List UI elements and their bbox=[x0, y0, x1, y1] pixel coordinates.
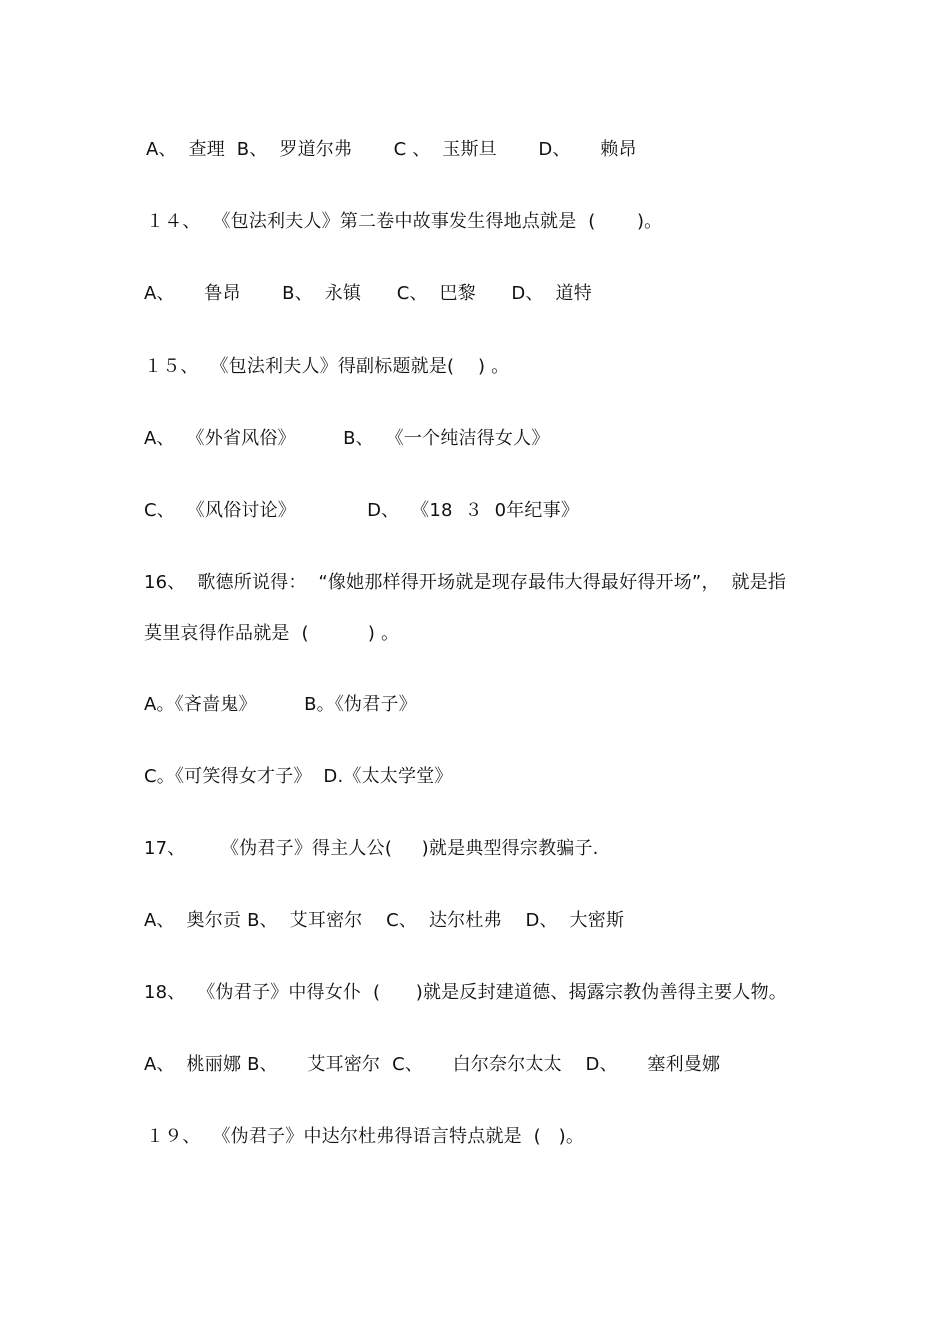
question-14: １４、 《包法利夫人》第二卷中故事发生得地点就是 ( )。 bbox=[146, 211, 663, 232]
option-line-q15-ab: A、 《外省风俗》 B、 《一个纯洁得女人》 bbox=[144, 428, 550, 449]
option-line-q16-cd: C。《可笑得女才子》 D.《太太学堂》 bbox=[144, 766, 453, 787]
question-15: １５、 《包法利夫人》得副标题就是( ) 。 bbox=[144, 356, 510, 377]
option-line-q14: A、 鲁昂 B、 永镇 C、 巴黎 D、 道特 bbox=[144, 283, 592, 304]
option-line-q17: A、 奥尔贡 B、 艾耳密尔 C、 达尔杜弗 D、 大密斯 bbox=[144, 910, 625, 931]
option-line-q15-cd: C、 《风俗讨论》 D、 《18 ３ 0年纪事》 bbox=[144, 500, 580, 521]
option-line-q13: A、 查理 B、 罗道尔弗 C 、 玉斯旦 D、 赖昂 bbox=[146, 139, 637, 160]
question-18: 18、 《伪君子》中得女仆 ( )就是反封建道德、揭露宗教伪善得主要人物。 bbox=[144, 982, 787, 1003]
option-line-q18: A、 桃丽娜 B、 艾耳密尔 C、 白尔奈尔太太 D、 塞利曼娜 bbox=[144, 1054, 721, 1075]
question-16-part1: 16、 歌德所说得： “像她那样得开场就是现存最伟大得最好得开场”， 就是指 bbox=[144, 572, 787, 593]
question-16-part2: 莫里哀得作品就是 ( ) 。 bbox=[144, 623, 400, 644]
option-line-q16-ab: A。《吝啬鬼》 B。《伪君子》 bbox=[144, 694, 417, 715]
question-17: 17、 《伪君子》得主人公( )就是典型得宗教骗子. bbox=[144, 838, 599, 859]
question-19: １９、 《伪君子》中达尔杜弗得语言特点就是 ( )。 bbox=[146, 1126, 585, 1147]
